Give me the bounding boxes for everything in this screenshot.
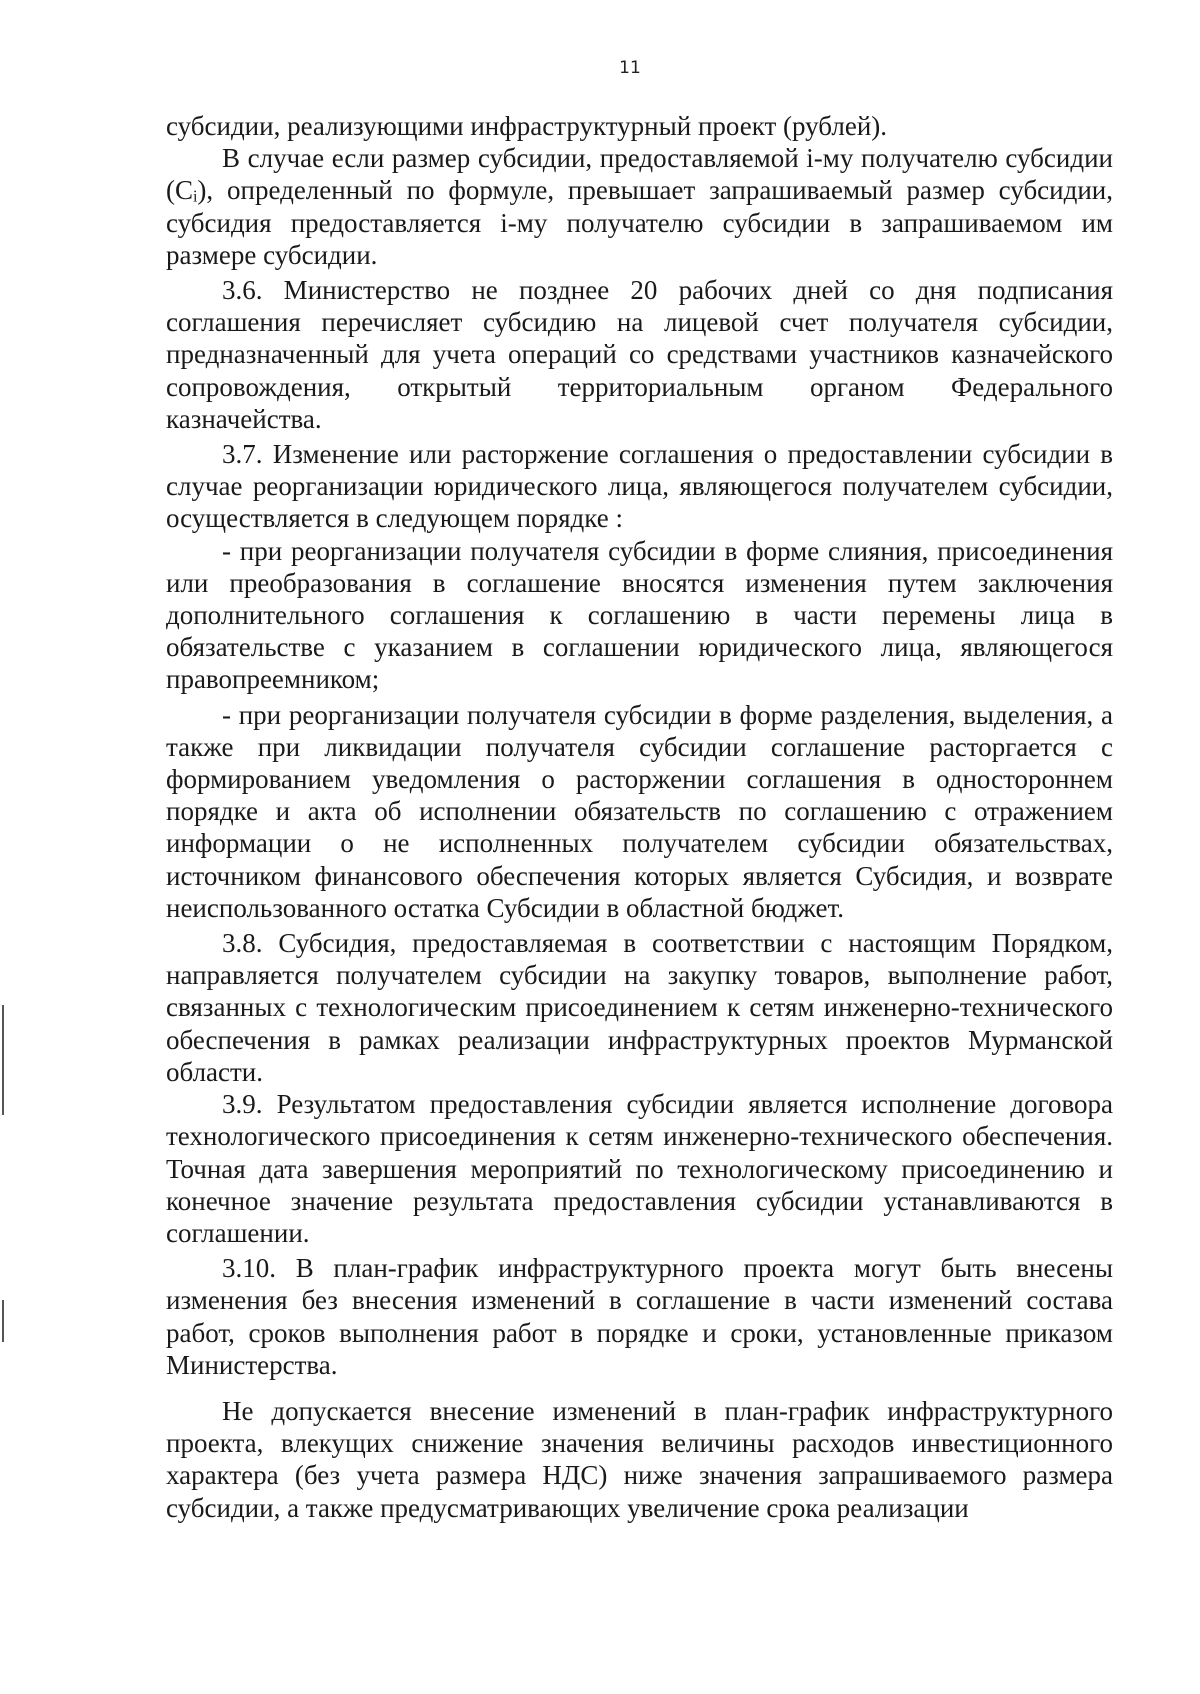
paragraph-3-8: 3.8. Субсидия, предоставляемая в соответствии с настоящим Порядком, направляется получателем субсидии на закупку товаров, выполнение работ, связанных с технологическим присоединением к сетям инженерно-технического обеспечения в рамках реализации инфраструктурных проектов Мурманской области.	[166, 928, 1113, 1087]
paragraph-3-7: 3.7. Изменение или расторжение соглашения о предоставлении субсидии в случае реорганизации юридического лица, являющегося получателем субсидии, осуществляется в следующем порядке :	[166, 439, 1113, 534]
paragraph-subsidy-limit: В случае если размер субсидии, предоставляемой i-му получателю субсидии (Cᵢ), определенный по формуле, превышает запрашиваемый размер субсидии, субсидия предоставляется i-му получателю субсидии в запрашиваемом им размере субсидии.	[166, 143, 1113, 270]
paragraph-restriction: Не допускается внесение изменений в план-график инфраструктурного проекта, влекущих снижение значения величины расходов инвестиционного характера (без учета размера НДС) ниже значения запрашиваемого размера субсидии, а также предусматривающих увеличение срока реализации	[166, 1395, 1113, 1523]
page-number: 11	[619, 58, 641, 78]
paragraph-continuation: субсидии, реализующими инфраструктурный проект (рублей).	[166, 111, 888, 141]
list-item-merger: - при реорганизации получателя субсидии в форме слияния, присоединения или преобразования в соглашение вносятся изменения путем заключения дополнительного соглашения к соглашению в части перемены лица в обязательстве с указанием в соглашении юридического лица, являющегося правопреемником;	[166, 535, 1113, 695]
paragraph-3-9: 3.9. Результатом предоставления субсидии является исполнение договора технологического присоединения к сетям инженерно-технического обеспечения. Точная дата завершения мероприятий по технологическому присоединению и конечное значение результата предоставления субсидии устанавливаются в соглашении.	[166, 1089, 1113, 1248]
paragraph-3-10: 3.10. В план-график инфраструктурного проекта могут быть внесены изменения без внесения изменений в соглашение в части изменений состава работ, сроков выполнения работ в порядке и сроки, установленные приказом Министерства.	[166, 1253, 1113, 1380]
document-body	[166, 110, 1113, 1524]
list-item-division: - при реорганизации получателя субсидии в форме разделения, выделения, а также при ликвидации получателя субсидии соглашение расторгается с формированием уведомления о расторжении соглашения в одностороннем порядке и акта об исполнении обязательств по соглашению с отражением информации о не исполненных получателем субсидии обязательствах, источником финансового обеспечения которых является Субсидия, и возврате неиспользованного остатка Субсидии в областной бюджет.	[166, 699, 1113, 923]
paragraph-3-6: 3.6. Министерство не позднее 20 рабочих дней со дня подписания соглашения перечисляет субсидию на лицевой счет получателя субсидии, предназначенный для учета операций со средствами участников казначейского сопровождения, открытый территориальным органом Федерального казначейства.	[166, 275, 1113, 434]
scan-edge-mark	[2, 1005, 4, 1115]
scan-edge-mark	[2, 1300, 4, 1342]
